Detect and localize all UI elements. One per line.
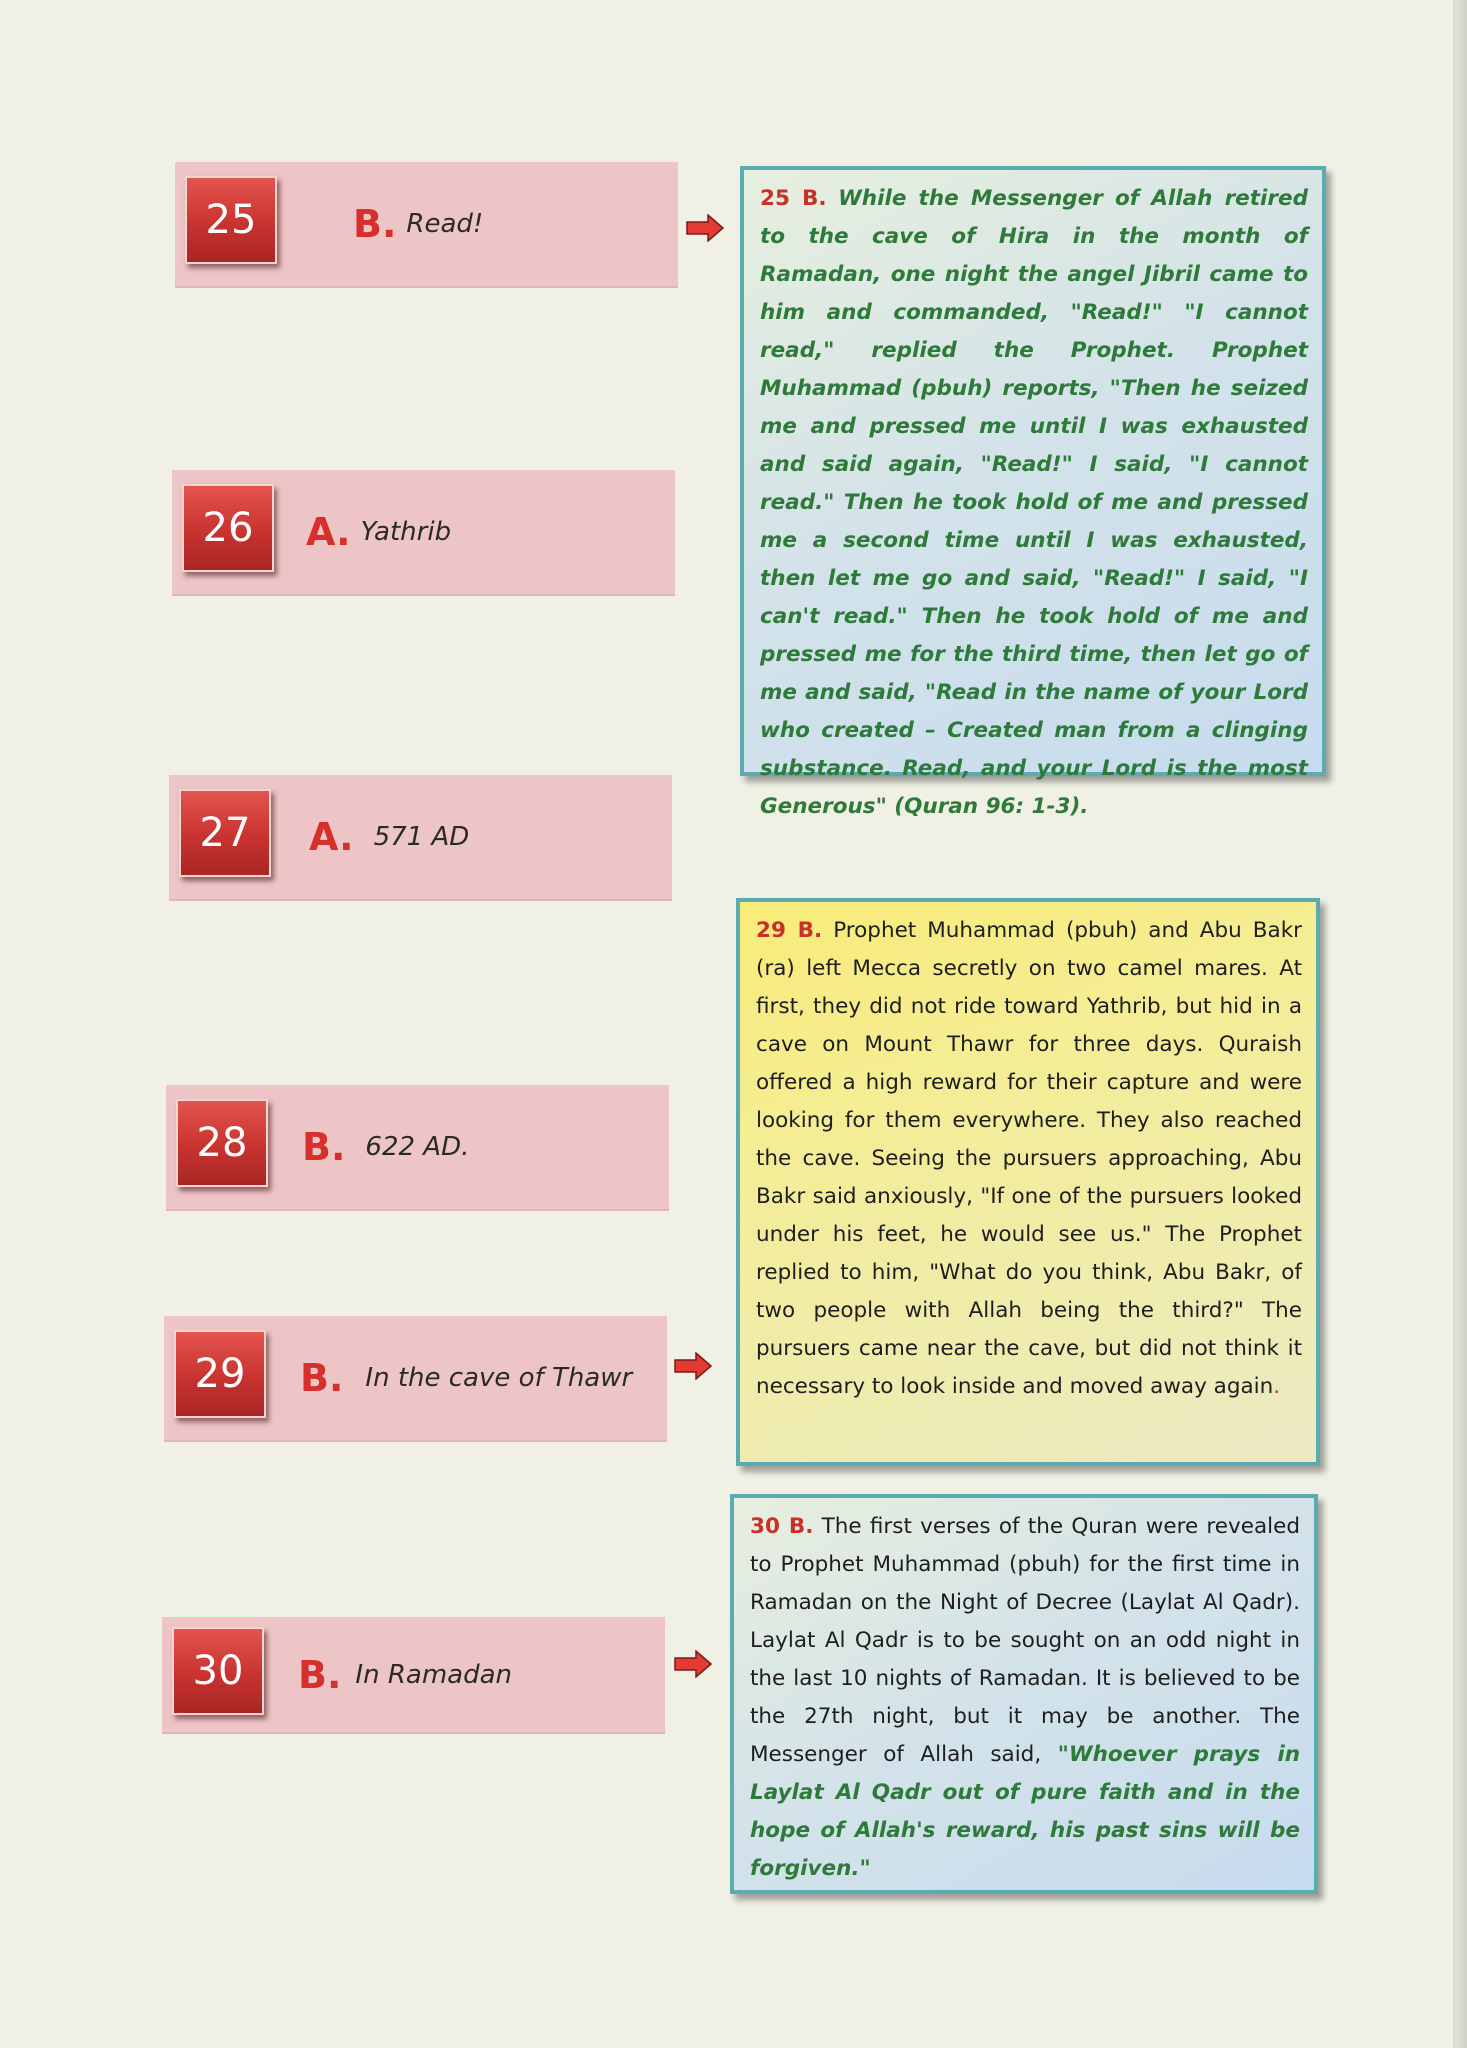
question-number-badge: 30 bbox=[172, 1627, 264, 1715]
arrow-right-icon bbox=[686, 214, 724, 242]
answer-text: 571 AD bbox=[373, 822, 470, 852]
question-number-badge: 29 bbox=[174, 1330, 266, 1418]
explanation-label: 30 B. bbox=[750, 1514, 814, 1539]
answer-option bbox=[298, 1617, 512, 1732]
answer-option bbox=[353, 162, 483, 286]
answer-option bbox=[306, 470, 451, 594]
answer-letter: B. bbox=[300, 1356, 344, 1400]
answer-option bbox=[309, 775, 469, 899]
question-number-badge: 25 bbox=[185, 176, 277, 264]
explanation-label: 29 B. bbox=[756, 918, 823, 943]
answer-text: 622 AD. bbox=[365, 1132, 470, 1162]
explanation-quote: "Whoever prays in Laylat Al Qadr out of pure faith and in the hope of Allah's reward, his past sins will be forgiven." bbox=[750, 1742, 1301, 1881]
explanation-label: 25 B. bbox=[760, 186, 827, 211]
answer-row-28 bbox=[166, 1085, 669, 1211]
answer-row-25 bbox=[175, 162, 678, 288]
answer-text: In the cave of Thawr bbox=[365, 1363, 633, 1393]
answer-text: In Ramadan bbox=[355, 1659, 512, 1690]
answer-letter: B. bbox=[302, 1125, 346, 1169]
explanation-text: Prophet Muhammad (pbuh) and Abu Bakr (ra) left Mecca secretly on two camel mares. At first, they did not ride toward Yathrib, but hid in a cave on Mount Thawr for three days. Quraish offered a high reward for their capture and were looking for them everywhere. They also reached the cave. Seeing the pursuers approaching, Abu Bakr said anxiously, "If one of the pursuers looked under his feet, he would see us." The Prophet replied to him, "What do you think, Abu Bakr, of two people with Allah being the third?" The pursuers came near the cave, but did not think it necessary to look inside and moved away again bbox=[756, 918, 1302, 1399]
answer-text: Read! bbox=[406, 209, 484, 239]
explanation-box-25 bbox=[740, 166, 1326, 819]
question-number-badge: 26 bbox=[182, 484, 274, 572]
explanation-box-29 bbox=[736, 898, 1320, 1466]
page-edge bbox=[1455, 0, 1467, 2048]
answer-letter: B. bbox=[353, 202, 397, 246]
answer-row-30 bbox=[162, 1617, 665, 1734]
arrow-right-icon bbox=[674, 1352, 712, 1380]
question-number-badge: 28 bbox=[176, 1099, 268, 1187]
explanation-text: The first verses of the Quran were revealed to Prophet Muhammad (pbuh) for the first time in Ramadan on the Night of Decree (Laylat Al Qadr). Laylat Al Qadr is to be sought on an odd night in the last 10 nights of Ramadan. It is believed to be the 27th night, but it may be another. The Messenger of Allah said, bbox=[750, 1514, 1301, 1767]
explanation-box-30 bbox=[730, 1494, 1318, 1894]
answer-letter: B. bbox=[298, 1652, 342, 1697]
answer-letter: A. bbox=[306, 510, 351, 554]
arrow-right-icon bbox=[674, 1650, 712, 1678]
answer-option bbox=[300, 1316, 632, 1440]
answer-row-27 bbox=[169, 775, 672, 901]
explanation-text: While the Messenger of Allah retired to the cave of Hira in the month of Ramadan, one night the angel Jibril came to him and commanded, "Read!" "I cannot read," replied the Prophet. Prophet Muhammad (pbuh) reports, "Then he seized me and pressed me until I was exhausted and said again, "Read!" I said, "I cannot read." Then he took hold of me and pressed me a second time until I was exhausted, then let me go and said, "Read!" I said, "I can't read." Then he took hold of me and pressed me for the third time, then let go of me and said, "Read in the name of your Lord who created – Created man from a clinging substance. Read, and your Lord is the most Generous" (Quran 96: 1-3). bbox=[760, 186, 1308, 819]
answer-row-26 bbox=[172, 470, 675, 596]
answer-row-29 bbox=[164, 1316, 667, 1442]
answer-option bbox=[302, 1085, 469, 1209]
answer-text: Yathrib bbox=[360, 517, 452, 547]
explanation-end-dot: . bbox=[1273, 1374, 1281, 1399]
question-number-badge: 27 bbox=[179, 789, 271, 877]
answer-letter: A. bbox=[309, 815, 354, 859]
